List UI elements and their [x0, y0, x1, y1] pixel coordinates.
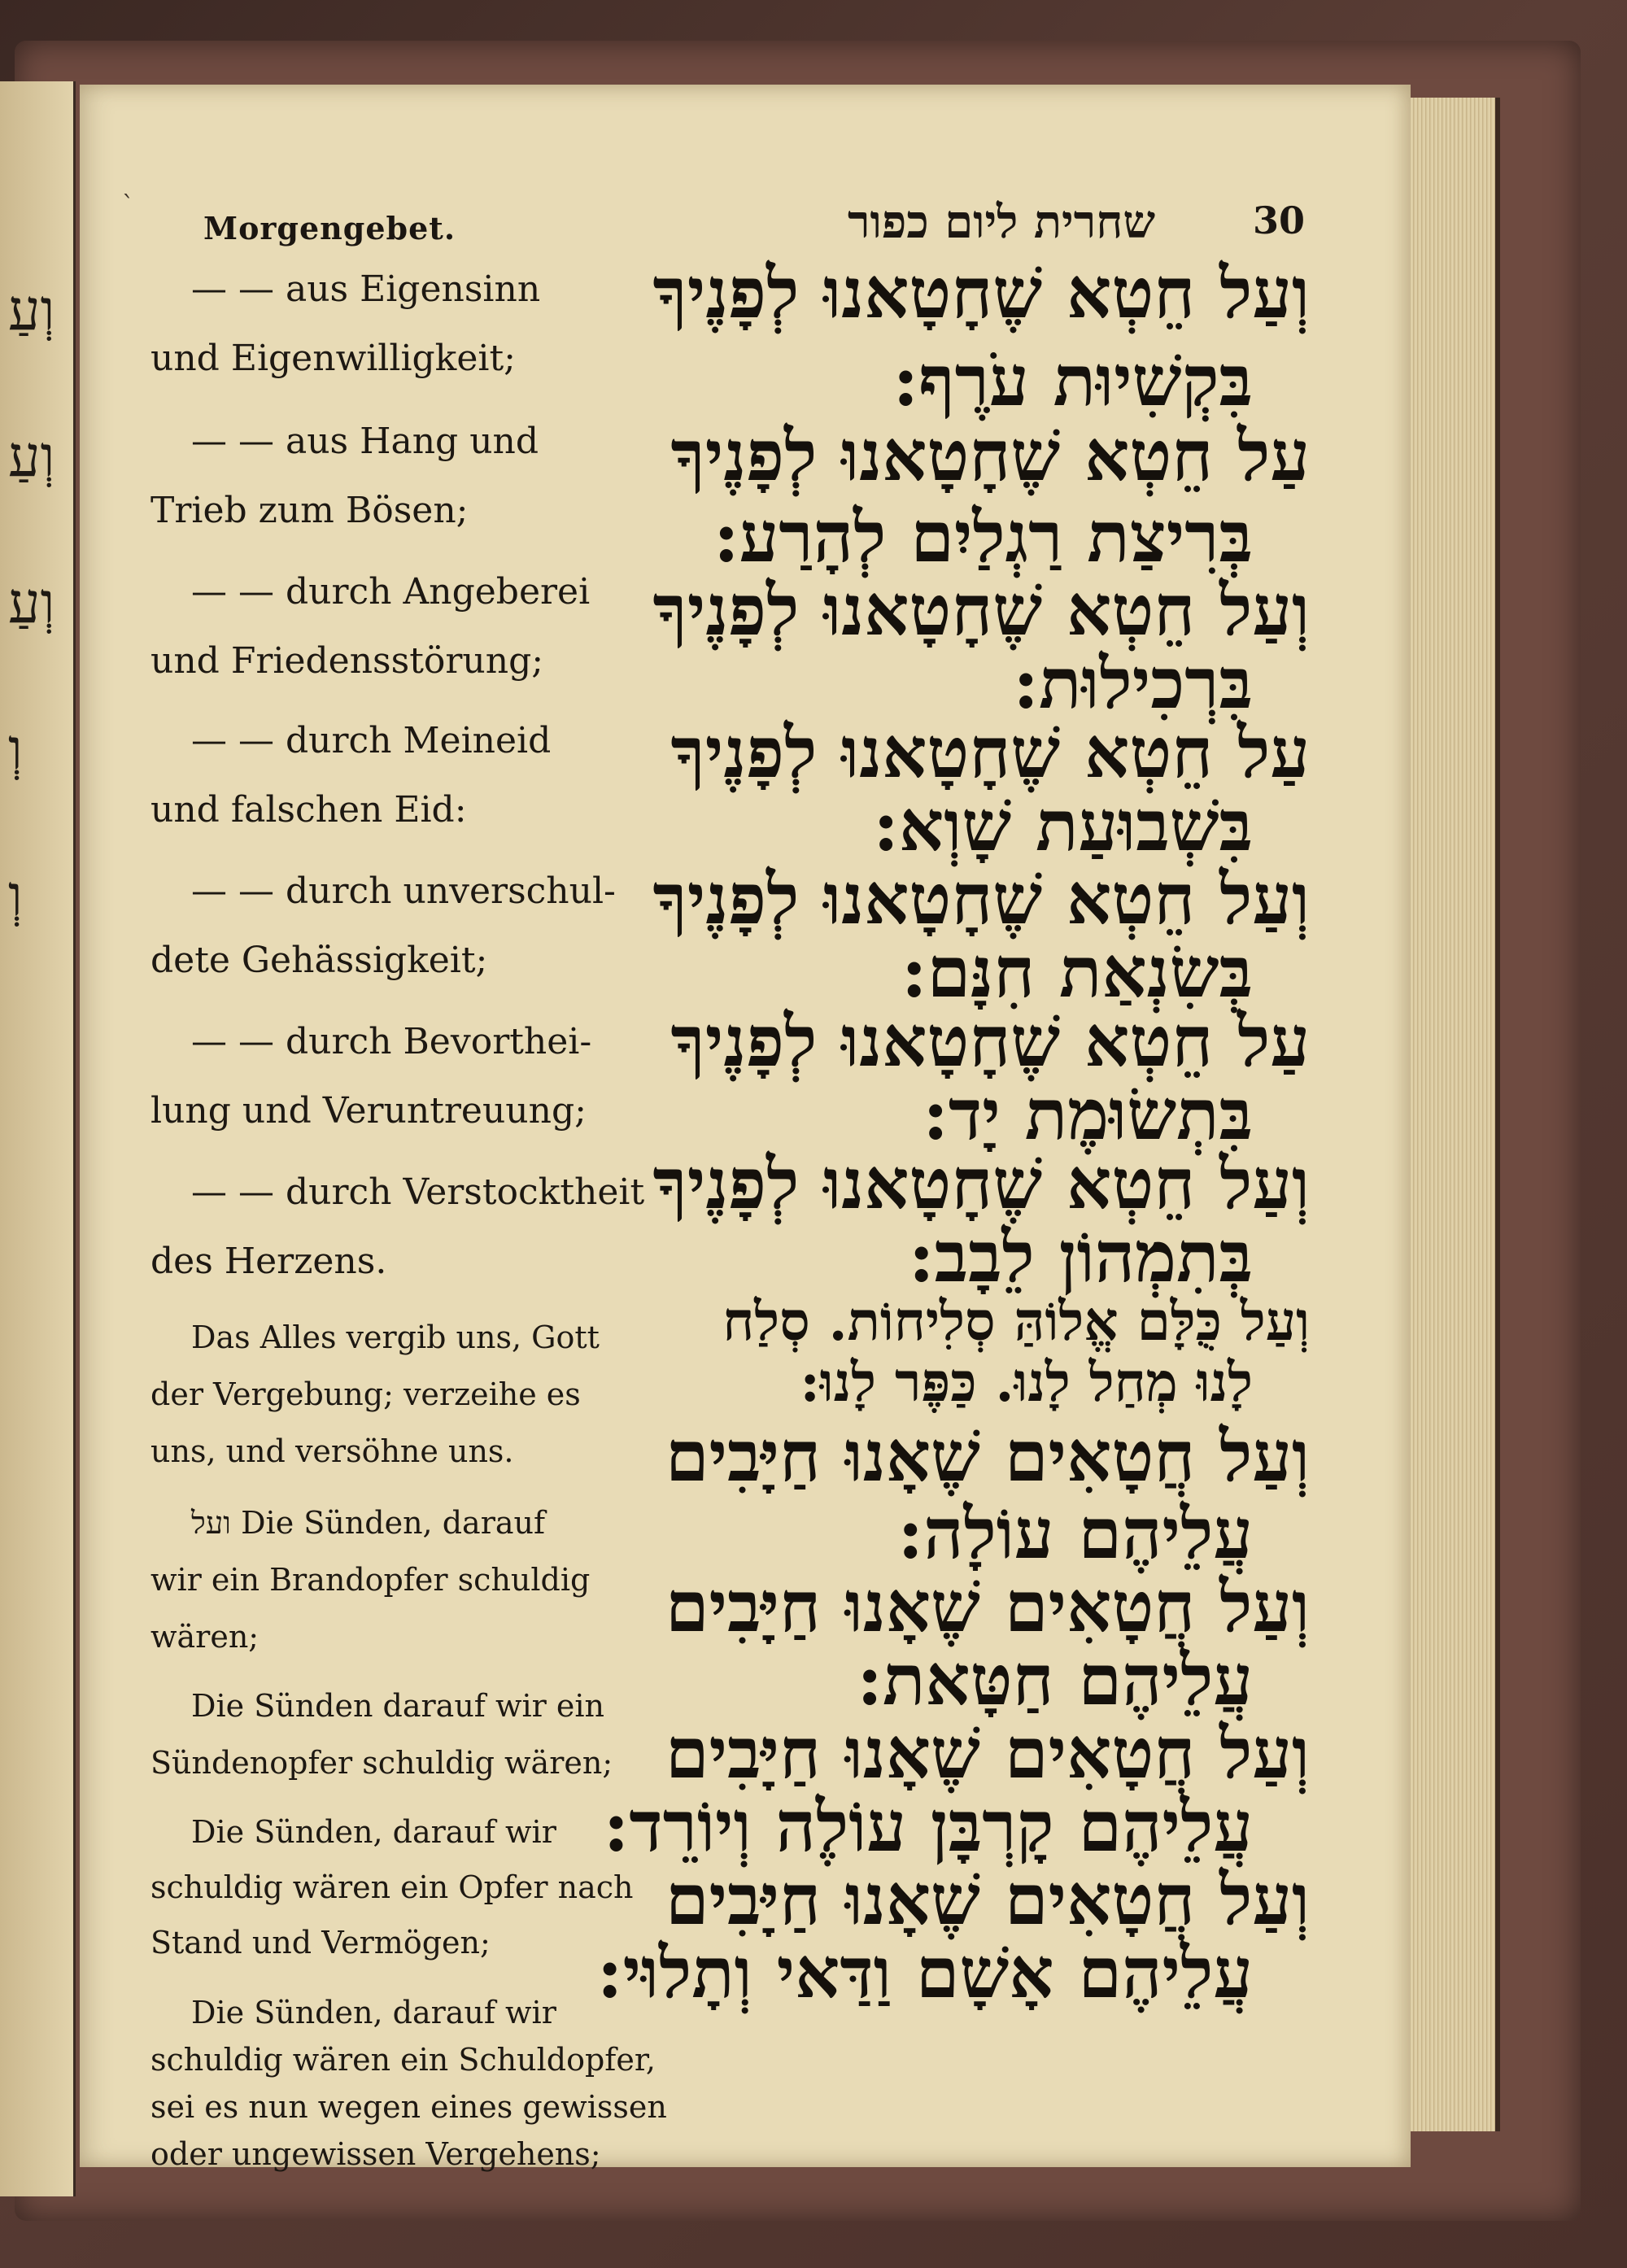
- german-line: Die Sünden, darauf wir: [191, 1995, 556, 2030]
- hebrew-line: בְּתִמְהוֹן לֵבָב:: [908, 1216, 1253, 1298]
- german-line: Die Sünden darauf wir ein: [191, 1688, 604, 1724]
- page-number: 30: [1253, 198, 1306, 242]
- hebrew-line: וְעַל חֵטְא שֶׁחָטָאנוּ לְפָנֶיךָ: [652, 569, 1310, 652]
- german-line: ועל Die Sünden, darauf: [191, 1505, 546, 1541]
- german-line: Das Alles vergib uns, Gott: [191, 1319, 600, 1355]
- hebrew-line: וְעַל חֵטְא שֶׁחָטָאנוּ לְפָנֶיךָ: [652, 252, 1310, 334]
- german-line: — — aus Eigensinn: [191, 268, 541, 310]
- hebrew-line: לָנוּ מְחַל לָנוּ. כַּפֶּר לָנוּ:: [800, 1350, 1253, 1414]
- hebrew-line: וְעַל כֻּלָּם אֱלוֹהַּ סְלִיחוֹת. סְלַח: [722, 1289, 1310, 1353]
- hebrew-line: בִּרְכִילוּת:: [1013, 643, 1253, 725]
- hebrew-line: וְעַל חֲטָאִים שֶׁאָנוּ חַיָּבִים: [665, 1859, 1310, 1941]
- hebrew-line: וְעַל חֵטְא שֶׁחָטָאנוּ לְפָנֶיךָ: [652, 1143, 1310, 1225]
- hebrew-line: בִּשְׁבוּעַת שָׁוְא:: [873, 785, 1253, 867]
- hebrew-line: עֲלֵיהֶם עוֹלָה:: [897, 1493, 1253, 1575]
- header-german: Morgengebet.: [203, 210, 456, 246]
- page-edges: [1406, 98, 1500, 2131]
- german-line: lung und Veruntreuung;: [150, 1090, 587, 1132]
- hebrew-line: עֲלֵיהֶם קָרְבָּן עוֹלֶה וְיוֹרֵד:: [603, 1786, 1253, 1868]
- german-line: Stand und Vermögen;: [150, 1925, 491, 1961]
- german-line: — — durch Angeberei: [191, 571, 591, 613]
- german-line: — — durch Bevorthei-: [191, 1021, 592, 1062]
- prev-page-glyph: וְ: [8, 716, 23, 783]
- german-line: und Friedensstörung;: [150, 640, 544, 682]
- german-line: schuldig wären ein Schuldopfer,: [150, 2042, 656, 2078]
- hebrew-line: בִּקְשִׁיוּת עֹרֶף:: [892, 340, 1253, 422]
- hebrew-line: עַל חֵטְא שֶׁחָטָאנוּ לְפָנֶיךָ: [670, 712, 1310, 794]
- german-line: sei es nun wegen eines gewissen: [150, 2089, 667, 2125]
- german-line: und falschen Eid:: [150, 789, 467, 831]
- header-hebrew: שחרית ליום כפור: [848, 195, 1155, 249]
- hebrew-line: וְעַל חֲטָאִים שֶׁאָנוּ חַיָּבִים: [665, 1415, 1310, 1498]
- hebrew-line: וְעַל חֲטָאִים שֶׁאָנוּ חַיָּבִים: [665, 1712, 1310, 1795]
- german-line: wir ein Brandopfer schuldig: [150, 1562, 591, 1598]
- prev-page-glyph: וְעַ: [8, 423, 55, 490]
- german-line: — — durch Meineid: [191, 720, 552, 761]
- hebrew-line: בְּשִׂנְאַת חִנָּם:: [901, 931, 1253, 1014]
- german-line: schuldig wären ein Opfer nach: [150, 1869, 634, 1905]
- german-line: Sündenopfer schuldig wären;: [150, 1745, 613, 1781]
- hebrew-line: בְּרִיצַת רַגְלַיִם לְהָרַע:: [713, 496, 1253, 578]
- hebrew-line: עַל חֵטְא שֶׁחָטָאנוּ לְפָנֶיךָ: [670, 415, 1310, 497]
- german-line: oder ungewissen Vergehens;: [150, 2136, 601, 2172]
- hebrew-line: וְעַל חֲטָאִים שֶׁאָנוּ חַיָּבִים: [665, 1566, 1310, 1648]
- german-line: — — aus Hang und: [191, 421, 539, 462]
- german-line: Die Sünden, darauf wir: [191, 1814, 556, 1850]
- hebrew-line: עַל חֵטְא שֶׁחָטָאנוּ לְפָנֶיךָ: [670, 1001, 1310, 1083]
- german-line: dete Gehässigkeit;: [150, 940, 488, 981]
- german-line: des Herzens.: [150, 1241, 387, 1282]
- prev-page-glyph: וְעַ: [8, 569, 55, 636]
- hebrew-line: וְעַל חֵטְא שֶׁחָטָאנוּ לְפָנֶיךָ: [652, 858, 1310, 940]
- hebrew-line: בִּתְשׂוּמֶת יָד:: [923, 1074, 1253, 1156]
- german-line: wären;: [150, 1619, 260, 1655]
- german-line: Trieb zum Bösen;: [150, 490, 469, 531]
- german-line: der Vergebung; verzeihe es: [150, 1376, 581, 1412]
- prev-page-glyph: וְ: [8, 862, 23, 929]
- german-line: — — durch Verstocktheit: [191, 1171, 645, 1213]
- german-line: — — durch unverschul-: [191, 870, 616, 912]
- hebrew-line: עֲלֵיהֶם אָשָׁם וַדַּאי וְתָלוּי:: [596, 1932, 1253, 2014]
- previous-page-edge: [0, 81, 76, 2196]
- margin-mark: `: [122, 191, 134, 220]
- prev-page-glyph: וְעַ: [8, 277, 55, 343]
- german-line: uns, und versöhne uns.: [150, 1433, 514, 1469]
- hebrew-line: עֲלֵיהֶם חַטָּאת:: [857, 1639, 1253, 1721]
- german-line: und Eigenwilligkeit;: [150, 338, 516, 379]
